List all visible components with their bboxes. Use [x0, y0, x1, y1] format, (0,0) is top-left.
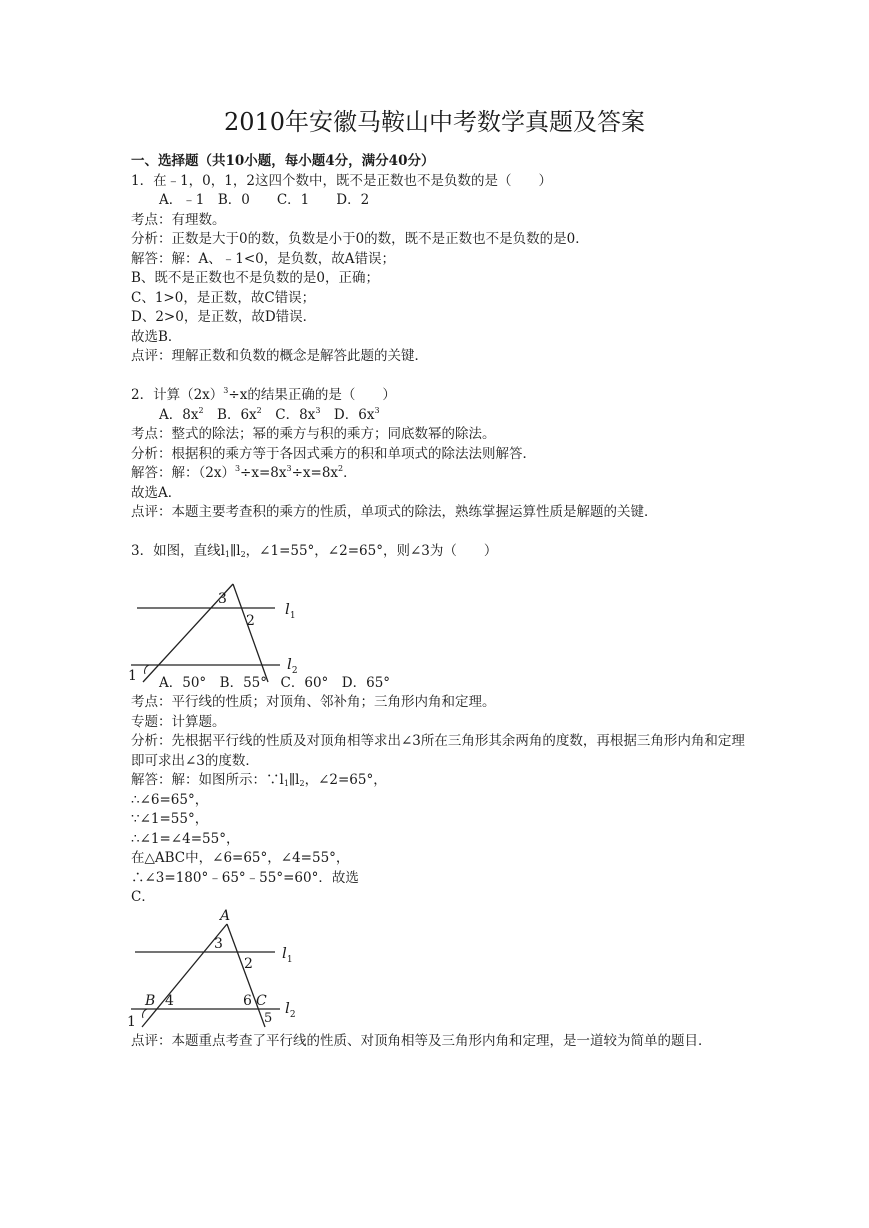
q3-zhuanti: 专题：计算题。: [131, 713, 226, 730]
document-body: [127, 152, 751, 1051]
q2-xuan: 故选A．: [131, 484, 182, 501]
fig2-line-l1-label: $l_1$: [282, 943, 293, 965]
fig2-angle-6-label: 6: [243, 992, 252, 1009]
fig2-vertex-a-label: A: [220, 907, 231, 924]
q1-jieda-line: 解答：解：A、﹣1<0，是负数，故A错误；: [131, 250, 395, 267]
q3-step: ∴∠1=∠4=55°，: [131, 830, 240, 847]
q2-options: A．$8x^2$ B．$6x^2$ C．$8x^3$ D．$6x^3$: [159, 405, 380, 423]
fig2-line-l2-label: $l_2$: [285, 998, 296, 1020]
q1-stem: 1．在﹣1，0，1，2这四个数中，既不是正数也不是负数的是（ ）: [131, 172, 552, 189]
section-heading: 一、选择题（共10小题，每小题4分，满分40分）: [131, 153, 435, 169]
q3-step: ∴∠3=180°﹣65°﹣55°=60°．故选: [131, 869, 359, 886]
fig2-angle-2-label: 2: [244, 955, 253, 972]
figure-2-labeled-triangle: [125, 907, 325, 1032]
fig2-angle-5-label: 5: [264, 1010, 273, 1026]
q3-step: ∴∠6=65°，: [131, 791, 209, 808]
q1-jieda-line: C、1>0，是正数，故C错误；: [131, 289, 316, 306]
fig1-line-l2-label: $l_2$: [287, 654, 298, 676]
q3-kaodian: 考点：平行线的性质；对顶角、邻补角；三角形内角和定理。: [131, 694, 496, 710]
q3-jieda: 解答：解：如图所示：$\because l_1\parallel l_2$，∠2=65°，: [131, 772, 387, 788]
fig2-vertex-c-label: C: [256, 992, 267, 1009]
q1-fenxi: 分析：正数是大于0的数，负数是小于0的数，既不是正数也不是负数的是0．: [131, 231, 589, 247]
q2-stem: 2．计算$(2x)^3\div x$的结果正确的是（ ）: [131, 386, 396, 403]
q1-jieda-line: B、既不是正数也不是负数的是0，正确；: [131, 270, 380, 286]
q3-fenxi: 分析：先根据平行线的性质及对顶角相等求出∠3所在三角形其余两角的度数，再根据三角形内角和定理即可求出∠3的度数．: [131, 733, 745, 769]
q2-dianping: 点评：本题主要考查积的乘方的性质，单项式的除法，熟练掌握运算性质是解题的关键．: [131, 504, 658, 520]
q3-dianping: 点评：本题重点考查了平行线的性质、对顶角相等及三角形内角和定理，是一道较为简单的题目．: [131, 1032, 712, 1049]
q3-stem: 3．如图，直线$l_1\parallel l_2$，∠1=55°，∠2=65°，则∠3为（ ）: [131, 543, 498, 559]
q3-options: A．50° B．55° C．60° D．65°: [159, 674, 391, 691]
document-title: 2010年安徽马鞍山中考数学真题及答案: [223, 108, 646, 136]
q1-jieda-line: D、2>0，是正数，故D错误．: [131, 309, 317, 325]
fig2-vertex-b-label: B: [145, 992, 156, 1009]
q1-dianping: 点评：理解正数和负数的概念是解答此题的关键．: [131, 348, 428, 364]
q2-kaodian: 考点：整式的除法；幂的乘方与积的乘方；同底数幂的除法。: [131, 426, 496, 442]
fig2-angle-3-label: 3: [214, 935, 223, 952]
q2-fenxi: 分析：根据积的乘方等于各因式乘方的积和单项式的除法法则解答．: [131, 445, 536, 462]
fig1-angle-1-label: 1: [128, 667, 137, 684]
q3-step: C．: [131, 889, 155, 905]
fig2-angle-4-label: 4: [165, 992, 174, 1009]
fig1-angle-3-label: 3: [218, 590, 227, 607]
q1-options: A．﹣1 B．0 C．1 D．2: [159, 192, 370, 208]
q1-kaodian: 考点：有理数。: [131, 211, 226, 228]
fig1-line-l1-label: $l_1$: [285, 599, 296, 621]
q3-step: 在△ABC中，∠6=65°，∠4=55°，: [131, 850, 350, 866]
q3-step: ∵∠1=55°，: [131, 811, 209, 827]
fig2-angle-1-label: 1: [127, 1013, 136, 1030]
figure-1-parallel-lines: [125, 564, 325, 684]
fig1-angle-2-label: 2: [246, 612, 255, 629]
q2-jieda: 解答：解：$(2x)^3\div x=8x^3\div x=8x^2$．: [131, 464, 357, 481]
q1-jieda-line: 故选B．: [131, 328, 182, 345]
